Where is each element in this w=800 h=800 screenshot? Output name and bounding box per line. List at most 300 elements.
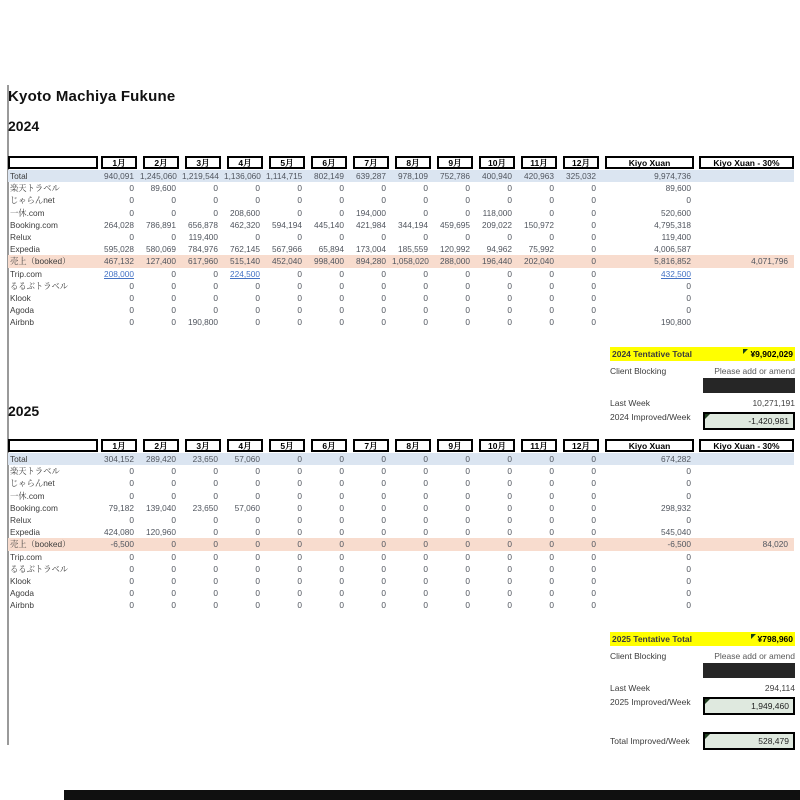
value-cell[interactable]: 0 xyxy=(549,563,554,574)
value-cell[interactable]: 0 xyxy=(465,600,470,611)
value-cell[interactable]: 0 xyxy=(129,232,134,243)
value-cell[interactable]: 0 xyxy=(171,478,176,489)
month-header-cell[interactable]: 5月 xyxy=(269,439,305,452)
value-cell[interactable]: 0 xyxy=(171,539,176,550)
value-cell[interactable]: 0 xyxy=(591,292,596,303)
month-header-cell[interactable]: 6月 xyxy=(311,156,347,169)
value-cell[interactable]: 0 xyxy=(507,575,512,586)
blocked-cell[interactable] xyxy=(703,663,795,678)
value-cell[interactable]: 202,040 xyxy=(524,256,554,267)
value-cell[interactable]: 0 xyxy=(686,490,691,501)
value-cell[interactable]: 65,894 xyxy=(318,244,344,255)
value-cell[interactable]: 0 xyxy=(339,454,344,465)
improved-week-box[interactable] xyxy=(703,412,795,430)
row-label-cell[interactable]: Total xyxy=(10,454,28,465)
value-cell[interactable]: 0 xyxy=(297,600,302,611)
total-column-header[interactable]: Kiyo Xuan xyxy=(605,439,694,452)
value-cell[interactable]: 0 xyxy=(549,515,554,526)
row-label-cell[interactable]: じゃらんnet xyxy=(10,478,55,489)
client-blocking-row[interactable] xyxy=(610,364,795,377)
last-week-row[interactable] xyxy=(610,681,795,694)
value-cell[interactable]: -6,500 xyxy=(667,539,691,550)
row-label-cell[interactable]: るるぶトラベル xyxy=(10,563,69,574)
value-cell[interactable]: 0 xyxy=(465,588,470,599)
value-cell[interactable]: 0 xyxy=(297,539,302,550)
value-cell[interactable]: 0 xyxy=(591,280,596,291)
total-column-header[interactable]: Kiyo Xuan xyxy=(605,156,694,169)
month-header-cell[interactable]: 1月 xyxy=(101,439,137,452)
value-cell[interactable]: 0 xyxy=(339,268,344,279)
total30-column-header[interactable]: Kiyo Xuan - 30% xyxy=(699,156,794,169)
corner-header-cell[interactable] xyxy=(8,156,98,169)
value-cell[interactable]: 0 xyxy=(339,292,344,303)
month-header-cell[interactable]: 7月 xyxy=(353,156,389,169)
value-cell[interactable]: 0 xyxy=(465,292,470,303)
value-cell[interactable]: 424,080 xyxy=(104,527,134,538)
value-cell[interactable]: 0 xyxy=(686,280,691,291)
value-cell[interactable]: 0 xyxy=(297,207,302,218)
value-cell[interactable]: 0 xyxy=(255,305,260,316)
value-cell[interactable]: 150,972 xyxy=(524,219,554,230)
value-cell[interactable]: 0 xyxy=(297,563,302,574)
value-cell[interactable]: 1,114,715 xyxy=(266,171,303,182)
value-cell[interactable]: 0 xyxy=(171,207,176,218)
row-label-cell[interactable]: Klook xyxy=(10,292,31,303)
value-cell[interactable]: 173,004 xyxy=(356,244,386,255)
value-cell[interactable]: 0 xyxy=(423,502,428,513)
value-cell[interactable]: 0 xyxy=(213,490,218,501)
month-header-cell[interactable]: 8月 xyxy=(395,439,431,452)
value-cell[interactable]: 0 xyxy=(297,515,302,526)
value-cell[interactable]: 545,040 xyxy=(661,527,691,538)
value-cell[interactable]: 0 xyxy=(297,232,302,243)
value-cell[interactable]: 0 xyxy=(549,539,554,550)
value-cell[interactable]: 0 xyxy=(213,207,218,218)
value-cell[interactable]: 0 xyxy=(591,600,596,611)
value-cell[interactable]: 0 xyxy=(465,207,470,218)
value-cell[interactable]: 0 xyxy=(171,563,176,574)
row-label-cell[interactable]: Booking.com xyxy=(10,219,58,230)
value-cell[interactable]: 0 xyxy=(686,515,691,526)
row-label-cell[interactable]: Relux xyxy=(10,232,32,243)
value-cell[interactable]: 0 xyxy=(686,466,691,477)
value-cell[interactable]: 0 xyxy=(339,305,344,316)
value-cell[interactable]: 0 xyxy=(129,292,134,303)
value-cell[interactable]: 0 xyxy=(423,454,428,465)
value-cell[interactable]: 94,962 xyxy=(486,244,512,255)
value-cell[interactable]: 208,600 xyxy=(230,207,260,218)
value-cell[interactable]: 0 xyxy=(339,317,344,328)
month-header-cell[interactable]: 4月 xyxy=(227,439,263,452)
value-cell[interactable]: 0 xyxy=(339,539,344,550)
value-cell[interactable]: 0 xyxy=(423,551,428,562)
total-improved-week-box[interactable] xyxy=(703,732,795,750)
value-cell[interactable]: 0 xyxy=(255,183,260,194)
row-label-cell[interactable]: 売上（booked） xyxy=(10,256,71,267)
value-cell[interactable]: 0 xyxy=(591,207,596,218)
value-cell[interactable]: 0 xyxy=(129,317,134,328)
value-cell[interactable]: 0 xyxy=(381,600,386,611)
value-cell[interactable]: 940,091 xyxy=(104,171,134,182)
value-cell[interactable]: 0 xyxy=(381,502,386,513)
value-cell[interactable]: 0 xyxy=(171,588,176,599)
value-cell[interactable]: 0 xyxy=(339,280,344,291)
value-cell[interactable]: 0 xyxy=(465,232,470,243)
value-cell[interactable]: 118,000 xyxy=(482,207,512,218)
value-cell[interactable]: 288,000 xyxy=(440,256,470,267)
value-cell[interactable]: 304,152 xyxy=(104,454,134,465)
value-cell[interactable]: 467,132 xyxy=(104,256,134,267)
value-cell[interactable]: 1,219,544 xyxy=(182,171,219,182)
value-cell[interactable]: 0 xyxy=(686,478,691,489)
value-cell[interactable]: 0 xyxy=(297,305,302,316)
value-cell[interactable]: 0 xyxy=(507,478,512,489)
value-cell[interactable]: 0 xyxy=(591,219,596,230)
month-header-cell[interactable]: 11月 xyxy=(521,439,557,452)
value-cell[interactable]: 0 xyxy=(507,292,512,303)
value-cell[interactable]: 0 xyxy=(686,551,691,562)
value-cell[interactable]: 5,816,852 xyxy=(654,256,691,267)
value-cell[interactable]: 0 xyxy=(423,317,428,328)
value-cell[interactable]: 0 xyxy=(507,527,512,538)
value-cell[interactable]: 0 xyxy=(465,539,470,550)
value-cell[interactable]: 0 xyxy=(507,490,512,501)
improved-week-row[interactable] xyxy=(610,697,795,716)
value-cell[interactable]: 0 xyxy=(549,207,554,218)
value-cell[interactable]: 0 xyxy=(255,466,260,477)
value-cell[interactable]: 0 xyxy=(465,466,470,477)
value-cell[interactable]: 0 xyxy=(171,292,176,303)
value-cell[interactable]: 0 xyxy=(591,232,596,243)
value-cell[interactable]: 0 xyxy=(213,292,218,303)
value-cell[interactable]: 0 xyxy=(507,502,512,513)
value-cell[interactable]: 0 xyxy=(339,195,344,206)
value-cell[interactable]: 0 xyxy=(213,563,218,574)
value-cell[interactable]: 0 xyxy=(171,280,176,291)
value-cell[interactable]: 0 xyxy=(591,317,596,328)
value-cell[interactable]: 0 xyxy=(213,515,218,526)
value-cell[interactable]: 0 xyxy=(381,280,386,291)
value-cell[interactable]: 0 xyxy=(465,280,470,291)
value-cell[interactable]: 0 xyxy=(423,527,428,538)
value-cell[interactable]: 0 xyxy=(255,232,260,243)
value-cell[interactable]: 0 xyxy=(297,280,302,291)
value-cell[interactable]: 0 xyxy=(297,268,302,279)
value-cell[interactable]: 0 xyxy=(297,292,302,303)
value-cell[interactable]: 0 xyxy=(297,502,302,513)
value-cell[interactable]: 0 xyxy=(171,575,176,586)
month-header-cell[interactable]: 12月 xyxy=(563,156,599,169)
value-cell[interactable]: 194,000 xyxy=(356,207,386,218)
value-cell[interactable]: 595,028 xyxy=(104,244,134,255)
value-cell[interactable]: 0 xyxy=(171,490,176,501)
value-cell[interactable]: 190,800 xyxy=(661,317,691,328)
value-cell[interactable]: 617,960 xyxy=(188,256,218,267)
month-header-cell[interactable]: 3月 xyxy=(185,439,221,452)
value-cell[interactable]: 298,932 xyxy=(661,502,691,513)
value-cell[interactable]: 0 xyxy=(423,195,428,206)
blocked-cell[interactable] xyxy=(703,378,795,393)
value-cell[interactable]: 802,149 xyxy=(314,171,344,182)
value-cell[interactable]: 0 xyxy=(381,292,386,303)
value-cell[interactable]: 752,786 xyxy=(440,171,470,182)
value-cell[interactable]: 0 xyxy=(507,268,512,279)
value-cell[interactable]: 89,600 xyxy=(665,183,691,194)
value-cell[interactable]: 420,963 xyxy=(524,171,554,182)
value-cell[interactable]: 0 xyxy=(255,490,260,501)
value-cell[interactable]: 0 xyxy=(381,478,386,489)
value-cell[interactable]: 0 xyxy=(507,539,512,550)
value-cell[interactable]: 0 xyxy=(465,183,470,194)
value-cell[interactable]: 0 xyxy=(381,575,386,586)
value-cell[interactable]: 23,650 xyxy=(192,454,218,465)
value-cell[interactable]: 0 xyxy=(129,195,134,206)
value-cell[interactable]: 0 xyxy=(465,454,470,465)
value-cell[interactable]: 0 xyxy=(213,478,218,489)
value-cell[interactable]: 0 xyxy=(549,232,554,243)
value-cell[interactable]: 0 xyxy=(339,588,344,599)
value-cell[interactable]: 0 xyxy=(129,478,134,489)
value-cell[interactable]: 0 xyxy=(423,588,428,599)
value-cell[interactable]: 0 xyxy=(591,466,596,477)
row-label-cell[interactable]: 一休.com xyxy=(10,207,45,218)
value-cell[interactable]: 0 xyxy=(339,563,344,574)
value-cell[interactable]: 9,974,736 xyxy=(654,171,691,182)
value-cell[interactable]: 0 xyxy=(129,490,134,501)
value-cell[interactable]: 0 xyxy=(549,195,554,206)
value-cell[interactable]: 0 xyxy=(423,600,428,611)
row-label-cell[interactable]: Total xyxy=(10,171,28,182)
value-cell[interactable]: 0 xyxy=(255,588,260,599)
value-cell[interactable]: 0 xyxy=(381,539,386,550)
value-cell[interactable]: 0 xyxy=(297,527,302,538)
row-label-cell[interactable]: 楽天トラベル xyxy=(10,466,60,477)
row-label-cell[interactable]: Trip.com xyxy=(10,551,42,562)
value-cell[interactable]: 0 xyxy=(381,490,386,501)
client-blocking-row[interactable] xyxy=(610,649,795,662)
value-cell[interactable]: 0 xyxy=(549,575,554,586)
value-cell[interactable]: 0 xyxy=(255,292,260,303)
value-cell[interactable]: 0 xyxy=(255,539,260,550)
value-cell[interactable]: 0 xyxy=(297,183,302,194)
month-header-cell[interactable]: 3月 xyxy=(185,156,221,169)
value-cell[interactable]: 0 xyxy=(591,478,596,489)
month-header-cell[interactable]: 7月 xyxy=(353,439,389,452)
value-cell[interactable]: 0 xyxy=(255,478,260,489)
value-cell[interactable]: 0 xyxy=(465,478,470,489)
value-cell[interactable]: 224,500 xyxy=(230,268,260,279)
value-cell[interactable]: 0 xyxy=(339,183,344,194)
improved-week-box[interactable] xyxy=(703,697,795,715)
value-cell[interactable]: 0 xyxy=(423,268,428,279)
value-cell[interactable]: 185,559 xyxy=(398,244,428,255)
value-cell[interactable]: 0 xyxy=(549,478,554,489)
value-cell[interactable]: 0 xyxy=(171,232,176,243)
value-cell[interactable]: 639,287 xyxy=(356,171,386,182)
value-cell[interactable]: 0 xyxy=(686,600,691,611)
value-cell[interactable]: 208,000 xyxy=(104,268,134,279)
row-label-cell[interactable]: Trip.com xyxy=(10,268,42,279)
value-cell[interactable]: 0 xyxy=(381,515,386,526)
total-improved-week-row[interactable] xyxy=(610,731,795,750)
value-cell[interactable]: 120,992 xyxy=(440,244,470,255)
month-header-cell[interactable]: 2月 xyxy=(143,439,179,452)
value-cell[interactable]: 264,028 xyxy=(104,219,134,230)
row-label-cell[interactable]: Klook xyxy=(10,575,31,586)
value-cell[interactable]: 0 xyxy=(591,551,596,562)
value-cell[interactable]: 0 xyxy=(591,502,596,513)
value-cell[interactable]: 567,966 xyxy=(272,244,302,255)
value-cell[interactable]: 0 xyxy=(339,527,344,538)
value-cell[interactable]: 786,891 xyxy=(146,219,176,230)
value-cell[interactable]: 0 xyxy=(507,232,512,243)
value-cell[interactable]: 0 xyxy=(591,588,596,599)
total30-column-header[interactable]: Kiyo Xuan - 30% xyxy=(699,439,794,452)
value-cell[interactable]: 0 xyxy=(423,478,428,489)
value-cell[interactable]: 0 xyxy=(507,466,512,477)
value-cell[interactable]: 0 xyxy=(465,305,470,316)
month-header-cell[interactable]: 4月 xyxy=(227,156,263,169)
value-cell[interactable]: 0 xyxy=(507,454,512,465)
value-cell[interactable]: 0 xyxy=(549,588,554,599)
value-cell[interactable]: 0 xyxy=(213,527,218,538)
corner-header-cell[interactable] xyxy=(8,439,98,452)
value-cell[interactable]: 0 xyxy=(297,454,302,465)
value-cell[interactable]: 0 xyxy=(381,183,386,194)
value-cell[interactable]: 0 xyxy=(129,305,134,316)
value-cell[interactable]: 0 xyxy=(549,502,554,513)
value-cell[interactable]: 0 xyxy=(591,515,596,526)
value-cell[interactable]: 0 xyxy=(297,466,302,477)
row-label-cell[interactable]: るるぶトラベル xyxy=(10,280,69,291)
month-header-cell[interactable]: 12月 xyxy=(563,439,599,452)
row-label-cell[interactable]: 楽天トラベル xyxy=(10,183,60,194)
month-header-cell[interactable]: 10月 xyxy=(479,439,515,452)
value-cell[interactable]: 0 xyxy=(423,563,428,574)
value-cell[interactable]: 0 xyxy=(255,575,260,586)
value-cell[interactable]: 0 xyxy=(465,563,470,574)
value-cell[interactable]: 0 xyxy=(297,490,302,501)
value-cell[interactable]: 0 xyxy=(549,490,554,501)
last-week-row[interactable] xyxy=(610,396,795,409)
month-header-cell[interactable]: 2月 xyxy=(143,156,179,169)
month-header-cell[interactable]: 1月 xyxy=(101,156,137,169)
value-cell[interactable]: 0 xyxy=(465,317,470,328)
value-cell[interactable]: 84,020 xyxy=(762,539,788,550)
value-cell[interactable]: 0 xyxy=(549,600,554,611)
value-cell[interactable]: 520,600 xyxy=(661,207,691,218)
value-cell[interactable]: 978,109 xyxy=(398,171,428,182)
row-label-cell[interactable]: じゃらんnet xyxy=(10,195,55,206)
value-cell[interactable]: 0 xyxy=(381,317,386,328)
value-cell[interactable]: 0 xyxy=(507,588,512,599)
value-cell[interactable]: 0 xyxy=(129,466,134,477)
month-header-cell[interactable]: 10月 xyxy=(479,156,515,169)
value-cell[interactable]: 57,060 xyxy=(234,502,260,513)
value-cell[interactable]: 75,992 xyxy=(528,244,554,255)
value-cell[interactable]: 0 xyxy=(686,575,691,586)
value-cell[interactable]: 674,282 xyxy=(661,454,691,465)
improved-week-row[interactable] xyxy=(610,412,795,431)
value-cell[interactable]: 0 xyxy=(465,502,470,513)
value-cell[interactable]: 0 xyxy=(507,317,512,328)
value-cell[interactable]: 190,800 xyxy=(188,317,218,328)
value-cell[interactable]: -6,500 xyxy=(110,539,134,550)
value-cell[interactable]: 0 xyxy=(171,600,176,611)
value-cell[interactable]: 325,032 xyxy=(566,171,596,182)
value-cell[interactable]: 0 xyxy=(549,466,554,477)
value-cell[interactable]: 0 xyxy=(129,563,134,574)
value-cell[interactable]: 762,145 xyxy=(230,244,260,255)
value-cell[interactable]: 0 xyxy=(423,515,428,526)
value-cell[interactable]: 0 xyxy=(213,539,218,550)
value-cell[interactable]: 0 xyxy=(129,588,134,599)
value-cell[interactable]: 0 xyxy=(255,515,260,526)
value-cell[interactable]: 0 xyxy=(686,195,691,206)
value-cell[interactable]: 515,140 xyxy=(230,256,260,267)
value-cell[interactable]: 0 xyxy=(171,551,176,562)
value-cell[interactable]: 0 xyxy=(171,305,176,316)
value-cell[interactable]: 1,058,020 xyxy=(392,256,429,267)
value-cell[interactable]: 452,040 xyxy=(272,256,302,267)
value-cell[interactable]: 0 xyxy=(381,588,386,599)
value-cell[interactable]: 209,022 xyxy=(482,219,512,230)
value-cell[interactable]: 0 xyxy=(339,478,344,489)
value-cell[interactable]: 0 xyxy=(686,588,691,599)
value-cell[interactable]: 0 xyxy=(339,575,344,586)
row-label-cell[interactable]: Expedia xyxy=(10,244,40,255)
value-cell[interactable]: 0 xyxy=(255,527,260,538)
value-cell[interactable]: 0 xyxy=(507,515,512,526)
value-cell[interactable]: 0 xyxy=(297,588,302,599)
value-cell[interactable]: 0 xyxy=(591,183,596,194)
value-cell[interactable]: 0 xyxy=(423,280,428,291)
value-cell[interactable]: 0 xyxy=(423,539,428,550)
value-cell[interactable]: 23,650 xyxy=(192,502,218,513)
value-cell[interactable]: 894,280 xyxy=(356,256,386,267)
value-cell[interactable]: 0 xyxy=(591,539,596,550)
value-cell[interactable]: 0 xyxy=(591,527,596,538)
value-cell[interactable]: 0 xyxy=(591,195,596,206)
value-cell[interactable]: 0 xyxy=(507,280,512,291)
value-cell[interactable]: 0 xyxy=(129,280,134,291)
value-cell[interactable]: 0 xyxy=(591,454,596,465)
tentative-total-row[interactable] xyxy=(610,632,795,646)
month-header-cell[interactable]: 9月 xyxy=(437,156,473,169)
row-label-cell[interactable]: Airbnb xyxy=(10,317,34,328)
value-cell[interactable]: 0 xyxy=(171,515,176,526)
value-cell[interactable]: 0 xyxy=(129,600,134,611)
value-cell[interactable]: 0 xyxy=(591,563,596,574)
value-cell[interactable]: 0 xyxy=(213,551,218,562)
value-cell[interactable]: 0 xyxy=(213,268,218,279)
row-label-cell[interactable]: Booking.com xyxy=(10,502,58,513)
value-cell[interactable]: 0 xyxy=(255,600,260,611)
value-cell[interactable]: 1,136,060 xyxy=(224,171,261,182)
value-cell[interactable]: 0 xyxy=(171,466,176,477)
value-cell[interactable]: 459,695 xyxy=(440,219,470,230)
value-cell[interactable]: 0 xyxy=(507,600,512,611)
row-label-cell[interactable]: 一休.com xyxy=(10,490,45,501)
value-cell[interactable]: 0 xyxy=(255,317,260,328)
value-cell[interactable]: 0 xyxy=(129,515,134,526)
month-header-cell[interactable]: 11月 xyxy=(521,156,557,169)
value-cell[interactable]: 0 xyxy=(339,515,344,526)
value-cell[interactable]: 0 xyxy=(381,551,386,562)
value-cell[interactable]: 119,400 xyxy=(661,232,691,243)
value-cell[interactable]: 0 xyxy=(213,466,218,477)
month-header-cell[interactable]: 8月 xyxy=(395,156,431,169)
